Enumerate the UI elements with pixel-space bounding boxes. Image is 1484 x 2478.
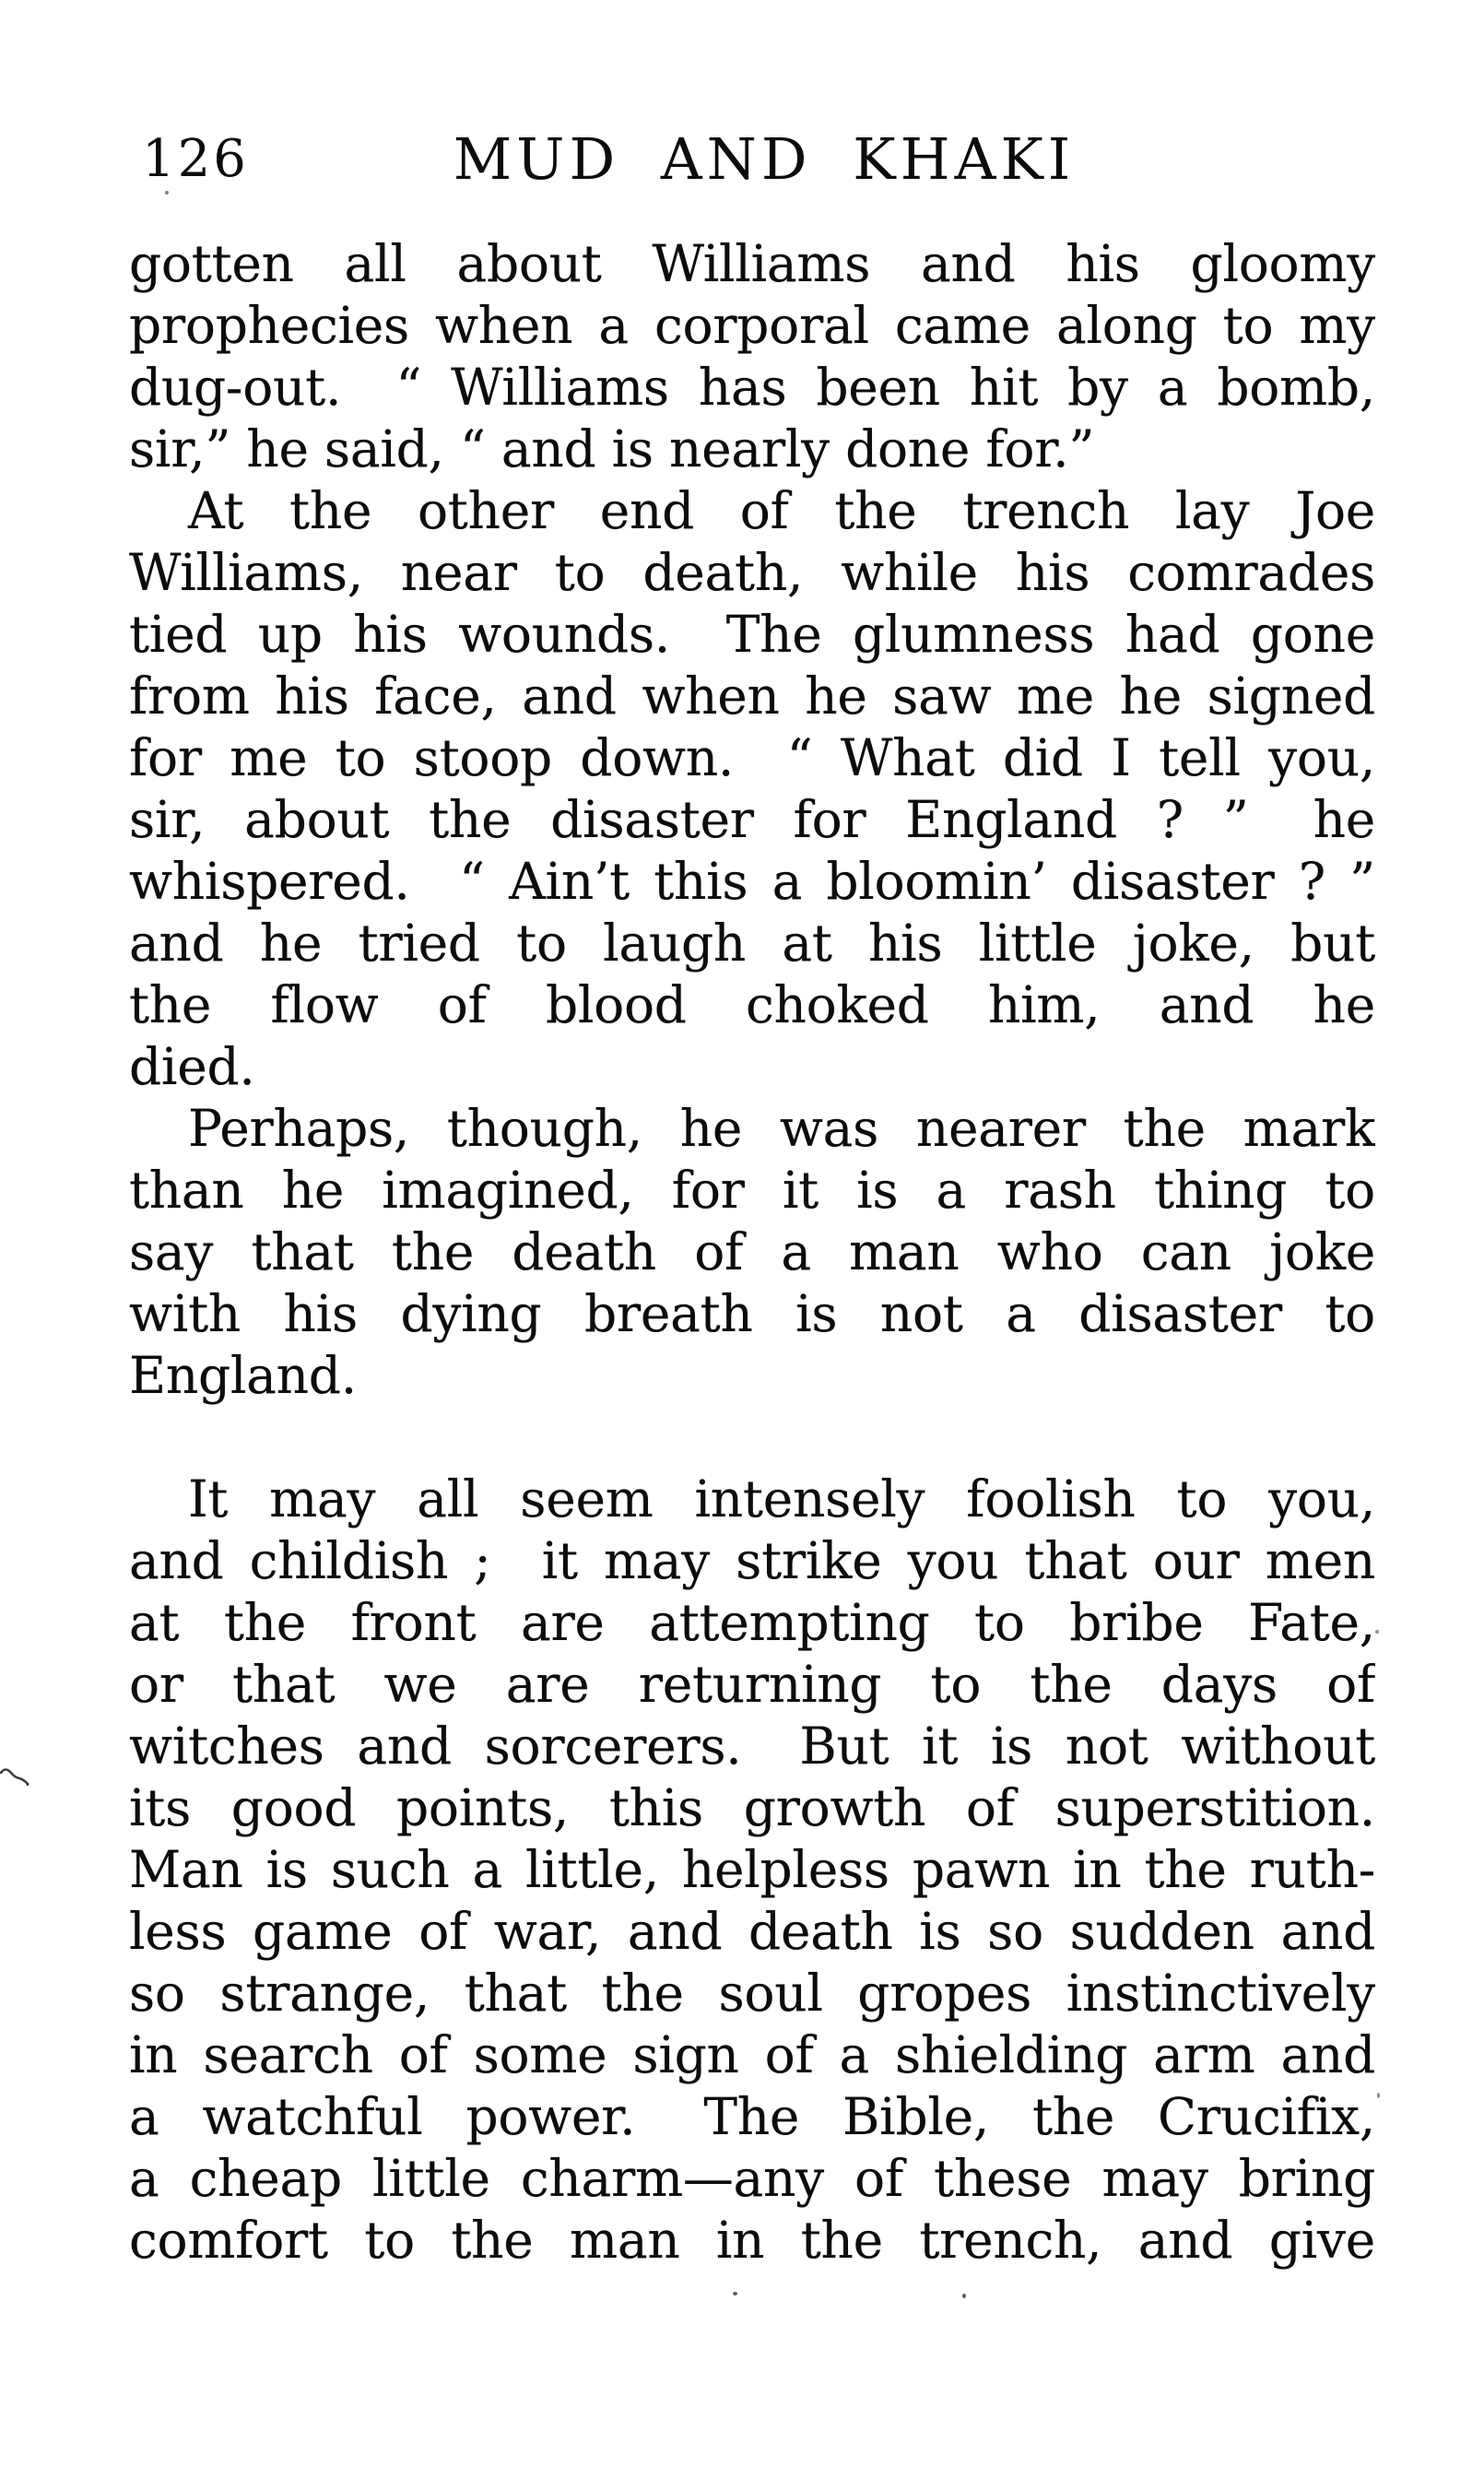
text-line: England. [129, 1346, 357, 1405]
text-line: a cheap little charm—any of these may bring [129, 2149, 1375, 2208]
scan-speck [165, 191, 169, 195]
paragraph [129, 1098, 1375, 1407]
text-line: Man is such a little, helpless pawn in the ruth- [129, 1840, 1375, 1899]
text-line: at the front are attempting to bribe Fate, [129, 1593, 1375, 1652]
text-line: its good points, this growth of superstition. [129, 1778, 1375, 1837]
text-line: tied up his wounds. The glumness had gone [129, 605, 1375, 664]
scan-speck [962, 2294, 966, 2298]
scan-speck [1377, 2093, 1380, 2098]
running-title: MUD AND KHAKI [453, 125, 1076, 193]
text-line: comfort to the man in the trench, and give [129, 2211, 1375, 2270]
text-line: less game of war, and death is so sudden and [129, 1902, 1375, 1961]
text-line: from his face, and when he saw me he signed [129, 667, 1375, 726]
text-line: and he tried to laugh at his little joke, but [129, 914, 1375, 973]
text-line: a watchful power. The Bible, the Crucifix, [129, 2087, 1375, 2146]
text-line: At the other end of the trench lay Joe [188, 481, 1375, 540]
text-line: Perhaps, though, he was nearer the mark [188, 1099, 1375, 1158]
text-line: with his dying breath is not a disaster to [129, 1284, 1375, 1343]
page-number: 126 [142, 129, 249, 189]
paragraph [129, 1469, 1375, 2272]
paragraph [129, 480, 1375, 1098]
text-block [129, 233, 1375, 2272]
text-line: the flow of blood choked him, and he [129, 975, 1375, 1034]
scan-speck [733, 2292, 737, 2295]
text-line: and childish ; it may strike you that our men [129, 1531, 1375, 1590]
text-line: so strange, that the soul gropes instinctively [129, 1964, 1375, 2023]
text-line: whispered. “ Ain’t this a bloomin’ disaster ? ” [129, 852, 1375, 911]
paragraph [129, 233, 1375, 480]
text-line: say that the death of a man who can joke [129, 1222, 1375, 1281]
text-line: Williams, near to death, while his comrades [129, 543, 1375, 602]
pencil-mark-artifact [0, 1766, 31, 1788]
text-line: or that we are returning to the days of [129, 1655, 1375, 1714]
text-line: It may all seem intensely foolish to you, [188, 1469, 1375, 1528]
text-line: dug-out. “ Williams has been hit by a bomb, [129, 358, 1375, 417]
text-line: for me to stoop down. “ What did I tell you, [129, 728, 1375, 787]
text-line: than he imagined, for it is a rash thing to [129, 1161, 1375, 1220]
text-line: sir,” he said, “ and is nearly done for.” [129, 419, 1095, 478]
scan-speck [1375, 1630, 1379, 1634]
text-line: sir, about the disaster for England ? ” he [129, 790, 1375, 849]
text-line: prophecies when a corporal came along to my [129, 296, 1375, 355]
page-header [129, 125, 1375, 194]
text-line: died. [129, 1037, 255, 1096]
text-line: witches and sorcerers. But it is not without [129, 1717, 1375, 1776]
text-line: gotten all about Williams and his gloomy [129, 234, 1375, 293]
text-line: in search of some sign of a shielding arm and [129, 2025, 1375, 2084]
